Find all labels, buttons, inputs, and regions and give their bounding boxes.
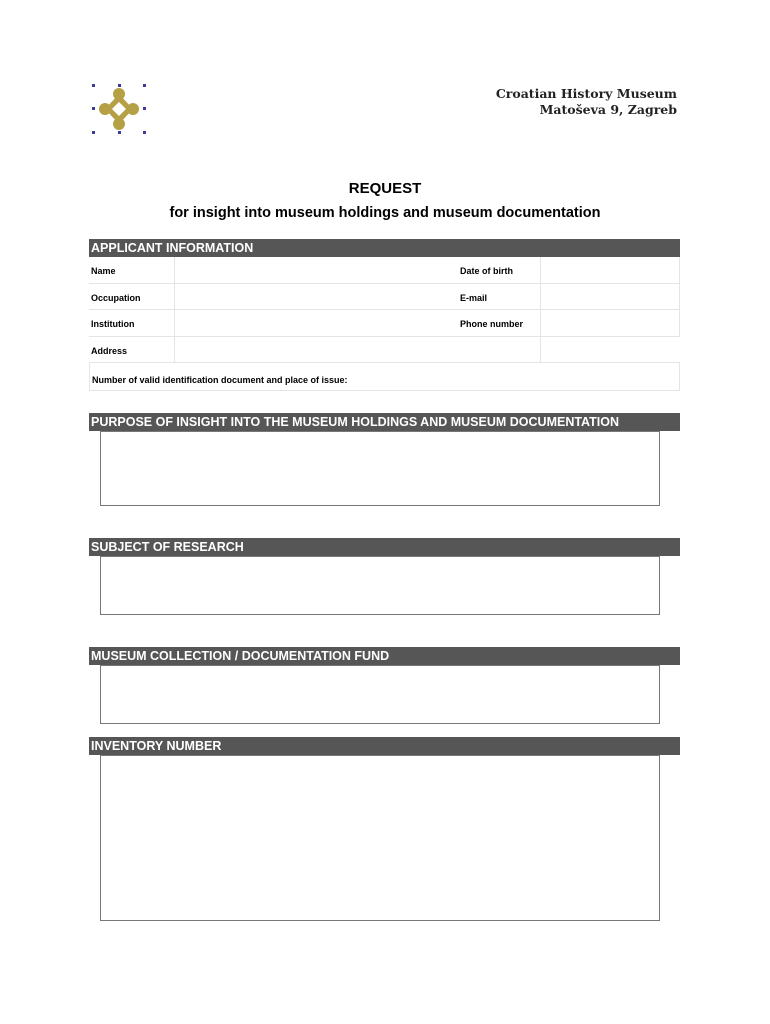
applicant-row-occupation xyxy=(89,284,680,311)
form-subtitle: for insight into museum holdings and museum documentation xyxy=(169,205,601,221)
applicant-row-address xyxy=(89,337,680,364)
occupation-field[interactable] xyxy=(174,284,458,310)
museum-info xyxy=(496,86,677,118)
subject-section-header: SUBJECT OF RESEARCH xyxy=(89,538,680,556)
institution-label: Institution xyxy=(91,319,135,329)
institution-field[interactable] xyxy=(174,310,458,336)
id-document-label: Number of valid identification document and place of issue: xyxy=(92,375,348,385)
phone-number-field[interactable] xyxy=(540,310,680,336)
museum-logo xyxy=(88,82,152,138)
applicant-section-header: APPLICANT INFORMATION xyxy=(89,239,680,257)
address-field[interactable] xyxy=(174,337,541,363)
name-field[interactable] xyxy=(174,257,458,283)
form-title: REQUEST xyxy=(348,180,422,197)
museum-name: Croatian History Museum xyxy=(495,86,677,101)
phone-number-label: Phone number xyxy=(460,319,524,329)
applicant-row-institution xyxy=(89,310,680,337)
date-of-birth-label: Date of birth xyxy=(460,266,513,276)
applicant-table xyxy=(89,257,680,391)
date-of-birth-field[interactable] xyxy=(540,257,680,283)
purpose-section-header: PURPOSE OF INSIGHT INTO THE MUSEUM HOLDINGS AND MUSEUM DOCUMENTATION xyxy=(89,413,680,431)
museum-address: Matoševa 9, Zagreb xyxy=(539,102,677,117)
inventory-section-header: INVENTORY NUMBER xyxy=(89,737,680,755)
address-label: Address xyxy=(91,345,128,356)
name-label: Name xyxy=(91,266,116,276)
occupation-label: Occupation xyxy=(91,292,141,303)
email-label: E-mail xyxy=(460,292,488,303)
applicant-row-name xyxy=(89,257,680,284)
applicant-row-id-document[interactable] xyxy=(89,363,680,391)
collection-textarea[interactable] xyxy=(100,665,660,724)
inventory-textarea[interactable] xyxy=(100,755,660,921)
purpose-textarea[interactable] xyxy=(100,431,660,506)
collection-section-header: MUSEUM COLLECTION / DOCUMENTATION FUND xyxy=(89,647,680,665)
subject-textarea[interactable] xyxy=(100,556,660,615)
email-field[interactable] xyxy=(540,284,680,310)
